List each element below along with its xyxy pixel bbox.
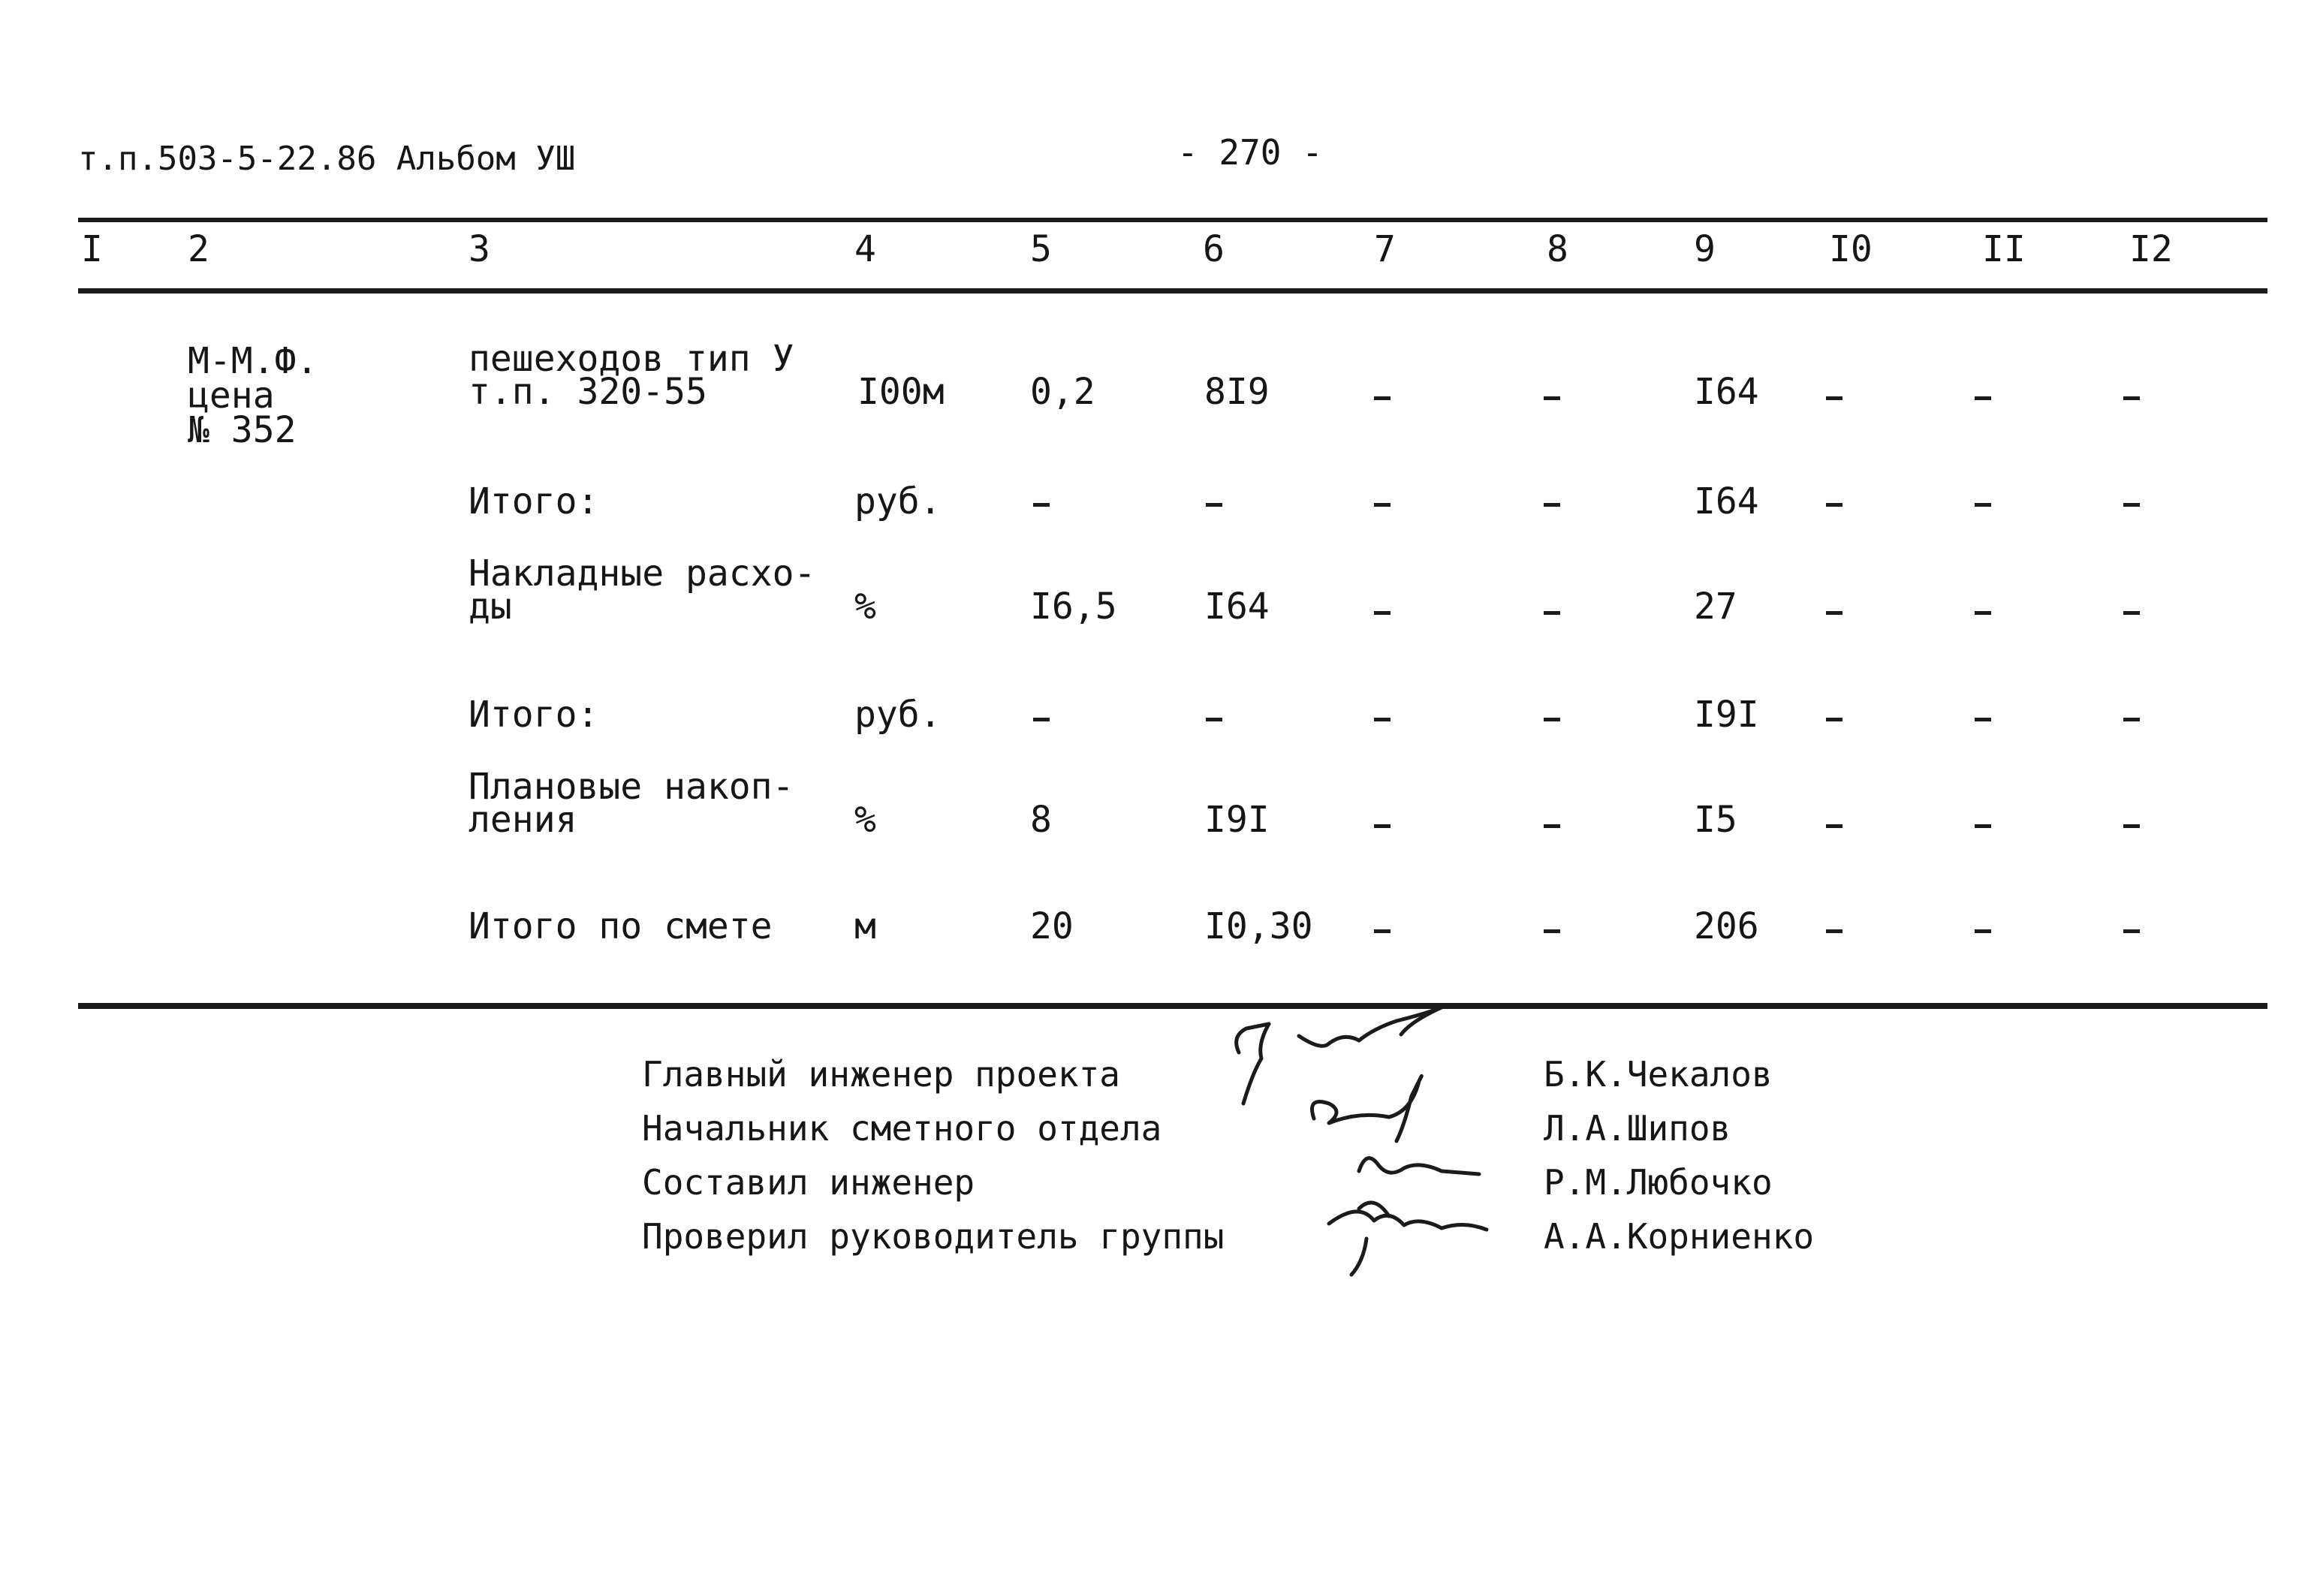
- row-5-col8-dash: [1544, 824, 1560, 828]
- signature-mark: [1312, 1076, 1422, 1141]
- row-3-col7-dash: [1374, 611, 1391, 615]
- row-1-col5: 0,2: [1030, 371, 1095, 413]
- row-1-unit: I00м: [857, 371, 945, 413]
- row-5-col10-dash: [1826, 824, 1842, 828]
- row-1-col12-dash: [2123, 396, 2140, 400]
- description-line: ды: [469, 586, 512, 628]
- row-6-col9: 206: [1694, 905, 1759, 947]
- row-2-col6-dash: [1206, 503, 1222, 507]
- row-1-description: [469, 338, 794, 413]
- description-line: т.п. 320-55: [469, 371, 707, 413]
- row-6-col8-dash: [1544, 929, 1560, 933]
- signature-mark: [1359, 1158, 1479, 1174]
- column-number-7: 7: [1374, 228, 1396, 270]
- row-5-col11-dash: [1975, 824, 1991, 828]
- source-reference: [188, 340, 318, 451]
- row-2-description: [469, 480, 599, 522]
- row-6-col11-dash: [1975, 929, 1991, 933]
- row-3-col10-dash: [1826, 611, 1842, 615]
- document-reference: т.п.503-5-22.86 Альбом УШ: [78, 140, 576, 178]
- row-4-col6-dash: [1206, 718, 1222, 721]
- signature-role-chief-engineer: Главный инженер проекта: [642, 1054, 1120, 1095]
- row-5-unit: %: [854, 799, 876, 841]
- signature-name-lyubochko: Р.М.Любочко: [1544, 1162, 1773, 1203]
- row-4-col12-dash: [2123, 718, 2140, 721]
- row-4-col9: I9I: [1694, 694, 1759, 736]
- signature-name-kornienko: А.А.Корниенко: [1544, 1216, 1815, 1257]
- signature-name-chekalov: Б.К.Чекалов: [1544, 1054, 1773, 1095]
- row-4-col11-dash: [1975, 718, 1991, 721]
- row-4-col7-dash: [1374, 718, 1391, 721]
- row-3-description: [469, 553, 816, 628]
- description-line: Накладные расхо-: [469, 553, 816, 595]
- signature-mark: [1329, 1203, 1487, 1275]
- signature-role-checker: Проверил руководитель группы: [642, 1216, 1225, 1257]
- row-5-col5: 8: [1030, 799, 1052, 841]
- column-number-1: I: [81, 228, 103, 270]
- row-5-col7-dash: [1374, 824, 1391, 828]
- description-line: Итого по смете: [469, 905, 773, 947]
- row-6-description: [469, 905, 773, 947]
- row-3-unit: %: [854, 586, 876, 628]
- source-line: цена: [188, 375, 275, 417]
- row-2-col7-dash: [1374, 503, 1391, 507]
- row-5-col6: I9I: [1204, 799, 1270, 841]
- description-line: Итого:: [469, 694, 599, 736]
- row-5-col12-dash: [2123, 824, 2140, 828]
- row-4-col10-dash: [1826, 718, 1842, 721]
- row-6-col5: 20: [1030, 905, 1074, 947]
- column-number-8: 8: [1547, 228, 1568, 270]
- row-2-col11-dash: [1975, 503, 1991, 507]
- source-line: М-М.Ф.: [188, 340, 318, 382]
- row-1-col7-dash: [1374, 396, 1391, 400]
- row-3-col11-dash: [1975, 611, 1991, 615]
- row-3-col12-dash: [2123, 611, 2140, 615]
- description-line: Итого:: [469, 480, 599, 522]
- table-bottom-rule: [78, 1003, 2267, 1009]
- signature-mark: [1237, 1024, 1269, 1104]
- row-2-col9: I64: [1694, 480, 1759, 522]
- column-number-2: 2: [188, 228, 209, 270]
- row-3-col9: 27: [1694, 586, 1737, 628]
- row-5-description: [469, 766, 794, 841]
- table-top-rule: [78, 218, 2267, 222]
- signature-role-estimate-head: Начальник сметного отдела: [642, 1108, 1162, 1149]
- row-4-description: [469, 694, 599, 736]
- column-number-12: I2: [2129, 228, 2173, 270]
- page-number: - 270 -: [1177, 132, 1323, 173]
- row-2-col10-dash: [1826, 503, 1842, 507]
- row-2-col8-dash: [1544, 503, 1560, 507]
- row-4-unit: руб.: [854, 694, 942, 736]
- column-number-9: 9: [1694, 228, 1716, 270]
- row-3-col5: I6,5: [1030, 586, 1117, 628]
- row-1-col11-dash: [1975, 396, 1991, 400]
- column-number-4: 4: [854, 228, 876, 270]
- row-6-unit: м: [854, 905, 876, 947]
- row-5-col9: I5: [1694, 799, 1737, 841]
- row-2-col5-dash: [1033, 503, 1050, 507]
- row-2-col12-dash: [2123, 503, 2140, 507]
- source-line: № 352: [188, 409, 297, 451]
- row-6-col7-dash: [1374, 929, 1391, 933]
- row-1-col9: I64: [1694, 371, 1759, 413]
- handwritten-signatures: [1216, 991, 1539, 1299]
- row-6-col12-dash: [2123, 929, 2140, 933]
- column-number-5: 5: [1030, 228, 1052, 270]
- row-1-col8-dash: [1544, 396, 1560, 400]
- column-number-11: II: [1982, 228, 2026, 270]
- row-4-col5-dash: [1033, 718, 1050, 721]
- table-header-rule: [78, 288, 2267, 294]
- row-4-col8-dash: [1544, 718, 1560, 721]
- description-line: Плановые накоп-: [469, 766, 794, 808]
- signature-role-compiler: Составил инженер: [642, 1162, 975, 1203]
- row-1-col6: 8I9: [1204, 371, 1270, 413]
- row-6-col6: I0,30: [1204, 905, 1313, 947]
- row-6-col10-dash: [1826, 929, 1842, 933]
- signature-name-shipov: Л.А.Шипов: [1544, 1108, 1731, 1149]
- row-3-col8-dash: [1544, 611, 1560, 615]
- description-line: пешеходов тип У: [469, 338, 794, 380]
- row-2-unit: руб.: [854, 480, 942, 522]
- column-number-3: 3: [469, 228, 490, 270]
- row-1-col10-dash: [1826, 396, 1842, 400]
- column-number-10: I0: [1829, 228, 1873, 270]
- row-3-col6: I64: [1204, 586, 1270, 628]
- signature-mark: [1299, 1007, 1442, 1046]
- column-number-6: 6: [1203, 228, 1225, 270]
- description-line: ления: [469, 799, 577, 841]
